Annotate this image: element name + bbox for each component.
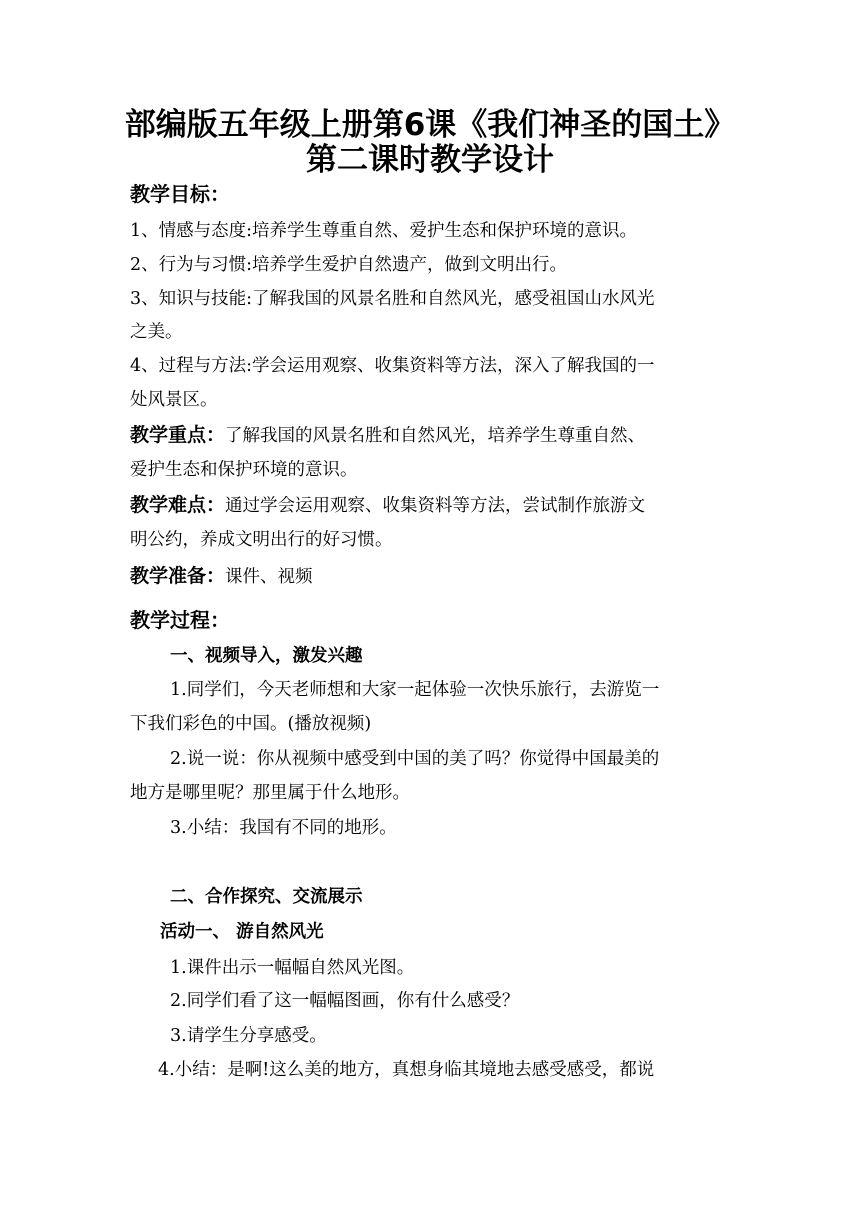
section-2-paragraph-3: 3.请学生分享感受。 (170, 1026, 327, 1046)
objective-item-4-line-1: 4、过程与方法:学会运用观察、收集资料等方法，深入了解我国的一 (130, 356, 655, 376)
objective-item-1: 1、情感与态度:培养学生尊重自然、爱护生态和保护环境的意识。 (130, 221, 638, 241)
section-1-paragraph-2-line-2: 地方是哪里呢？那里属于什么地形。 (130, 783, 410, 803)
objectives-heading: 教学目标： (130, 182, 230, 206)
section-1-paragraph-2-line-1: 2.说一说：你从视频中感受到中国的美了吗？你觉得中国最美的 (170, 749, 660, 769)
section-1-summary: 3.小结：我国有不同的地形。 (170, 818, 397, 838)
key-points-line-2: 爱护生态和保护环境的意识。 (130, 460, 358, 480)
preparation-label: 教学准备： (130, 565, 226, 587)
difficulties-line-2: 明公约，养成文明出行的好习惯。 (130, 530, 393, 550)
objective-item-3-line-2: 之美。 (130, 322, 183, 342)
section-2-summary: 4.小结：是啊!这么美的地方，真想身临其境地去感受感受，都说 (158, 1060, 655, 1080)
difficulties-label: 教学难点： (130, 494, 226, 516)
document-title-line-2: 第二课时教学设计 (306, 142, 554, 178)
section-2-title: 二、合作探究、交流展示 (170, 887, 363, 907)
key-points-text: 了解我国的风景名胜和自然风光，培养学生尊重自然、 (225, 426, 646, 446)
difficulties-text: 通过学会运用观察、收集资料等方法，尝试制作旅游文 (225, 496, 646, 516)
activity-1-title: 活动一、 游自然风光 (160, 922, 324, 942)
section-1-paragraph-1-line-1: 1.同学们，今天老师想和大家一起体验一次快乐旅行，去游览一 (170, 680, 660, 700)
key-points-label: 教学重点： (130, 424, 226, 446)
difficulties-line-1 (130, 494, 735, 517)
section-1-title: 一、视频导入，激发兴趣 (170, 646, 363, 666)
key-points-line-1 (130, 424, 735, 447)
preparation-line (130, 565, 735, 588)
objective-item-2: 2、行为与习惯:培养学生爱护自然遗产，做到文明出行。 (130, 255, 568, 275)
process-heading: 教学过程： (130, 608, 230, 632)
preparation-text: 课件、视频 (225, 567, 313, 587)
objective-item-4-line-2: 处风景区。 (130, 390, 218, 410)
objective-item-3-line-1: 3、知识与技能:了解我国的风景名胜和自然风光，感受祖国山水风光 (130, 289, 655, 309)
document-title-line-1: 部编版五年级上册第6课《我们神圣的国土》 (124, 107, 736, 143)
section-1-paragraph-1-line-2: 下我们彩色的中国。(播放视频) (130, 714, 372, 734)
section-2-paragraph-2: 2.同学们看了这一幅幅图画，你有什么感受？ (170, 991, 520, 1011)
section-2-paragraph-1: 1.课件出示一幅幅自然风光图。 (170, 958, 415, 978)
